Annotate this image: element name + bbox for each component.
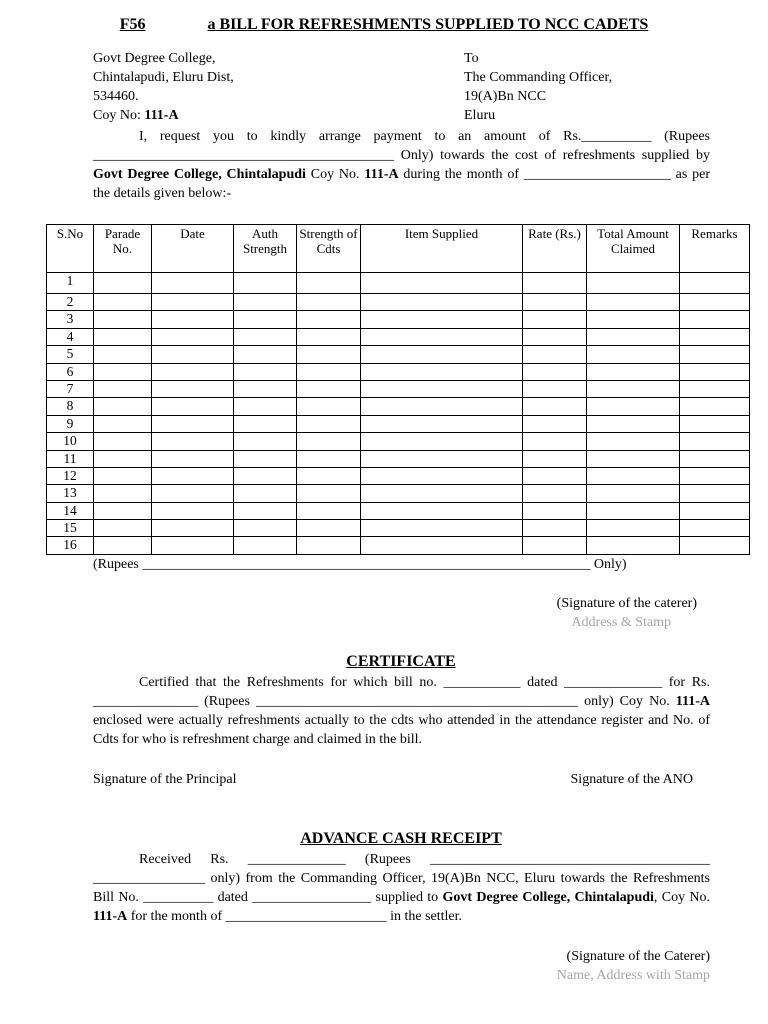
- rupees-suffix: Only): [590, 557, 627, 572]
- row-serial-number: 5: [47, 346, 94, 363]
- table-cell: [523, 520, 587, 537]
- receipt-text-2: , Coy No.: [653, 890, 711, 905]
- request-college: Govt Degree College, Chintalapudi: [93, 167, 306, 182]
- table-cell: [297, 502, 361, 519]
- table-cell: [234, 467, 297, 484]
- table-cell: [523, 273, 587, 294]
- table-cell: [152, 520, 234, 537]
- caterer-address-stamp: Address & Stamp: [571, 615, 671, 630]
- receipt-name-address-stamp: Name, Address with Stamp: [556, 968, 710, 983]
- table-cell: [680, 450, 750, 467]
- table-cell: [297, 415, 361, 432]
- title-text: a BILL FOR REFRESHMENTS SUPPLIED TO NCC CADETS: [207, 16, 649, 33]
- table-cell: [94, 450, 152, 467]
- header-rate: Rate (Rs.): [523, 225, 587, 273]
- table-cell: [152, 398, 234, 415]
- table-cell: [361, 346, 523, 363]
- header-total-amount: Total Amount Claimed: [587, 225, 680, 273]
- table-cell: [152, 433, 234, 450]
- table-cell: [94, 273, 152, 294]
- table-cell: [361, 502, 523, 519]
- request-text-3: during the month of _____________________ as per the details given below:-: [93, 167, 710, 201]
- table-cell: [680, 433, 750, 450]
- table-cell: [587, 398, 680, 415]
- to-address: [464, 49, 724, 125]
- table-row: [47, 433, 750, 450]
- table-cell: [94, 311, 152, 328]
- ano-signature: Signature of the ANO: [570, 772, 693, 787]
- table-cell: [680, 520, 750, 537]
- table-cell: [94, 467, 152, 484]
- table-cell: [94, 328, 152, 345]
- receipt-college: Govt Degree College, Chintalapudi: [442, 890, 654, 905]
- table-header-row: [47, 225, 750, 273]
- to-line-1: To: [464, 51, 479, 66]
- table-cell: [234, 433, 297, 450]
- table-row: [47, 398, 750, 415]
- table-cell: [523, 433, 587, 450]
- header-auth-strength: Auth Strength: [234, 225, 297, 273]
- table-cell: [680, 398, 750, 415]
- table-cell: [361, 311, 523, 328]
- from-line-2: Chintalapudi, Eluru Dist,: [93, 70, 234, 85]
- table-cell: [94, 502, 152, 519]
- row-serial-number: 9: [47, 415, 94, 432]
- header-date: Date: [152, 225, 234, 273]
- table-row: [47, 467, 750, 484]
- table-cell: [361, 485, 523, 502]
- table-cell: [94, 485, 152, 502]
- caterer-signature: (Signature of the caterer): [556, 596, 697, 611]
- request-text-2: Coy No.: [305, 167, 365, 182]
- table-cell: [234, 398, 297, 415]
- receipt-caterer-signature: (Signature of the Caterer): [566, 949, 710, 964]
- table-cell: [297, 346, 361, 363]
- table-cell: [361, 363, 523, 380]
- table-cell: [234, 415, 297, 432]
- certificate-paragraph: [93, 673, 710, 749]
- table-cell: [152, 537, 234, 554]
- row-serial-number: 8: [47, 398, 94, 415]
- table-cell: [523, 363, 587, 380]
- request-paragraph: [93, 127, 710, 203]
- form-code: F56: [119, 16, 146, 33]
- table-row: [47, 485, 750, 502]
- row-serial-number: 3: [47, 311, 94, 328]
- table-cell: [587, 380, 680, 397]
- from-line-3: 534460.: [93, 89, 139, 104]
- table-cell: [361, 537, 523, 554]
- table-cell: [361, 328, 523, 345]
- table-cell: [152, 311, 234, 328]
- header-parade-no: Parade No.: [94, 225, 152, 273]
- row-serial-number: 16: [47, 537, 94, 554]
- coy-value: 111-A: [144, 108, 179, 123]
- table-row: [47, 363, 750, 380]
- rupees-label: (Rupees: [93, 557, 143, 572]
- table-cell: [94, 380, 152, 397]
- row-serial-number: 1: [47, 273, 94, 294]
- to-line-4: Eluru: [464, 108, 496, 123]
- table-cell: [680, 415, 750, 432]
- row-serial-number: 15: [47, 520, 94, 537]
- row-serial-number: 7: [47, 380, 94, 397]
- table-cell: [152, 328, 234, 345]
- table-cell: [523, 398, 587, 415]
- table-cell: [361, 520, 523, 537]
- table-cell: [587, 328, 680, 345]
- table-cell: [587, 346, 680, 363]
- row-serial-number: 4: [47, 328, 94, 345]
- row-serial-number: 14: [47, 502, 94, 519]
- table-cell: [680, 273, 750, 294]
- request-coy: 111-A: [364, 167, 399, 182]
- certificate-coy: 111-A: [675, 694, 710, 709]
- table-cell: [523, 450, 587, 467]
- certificate-text-1: Certified that the Refreshments for which bill no. ___________ dated ______________ for Rs. _______________ (Rupees ______________________________________________ only) Coy No.: [93, 675, 710, 709]
- table-cell: [234, 328, 297, 345]
- table-cell: [587, 311, 680, 328]
- table-cell: [297, 311, 361, 328]
- request-text-1: I, request you to kindly arrange payment to an amount of Rs.__________ (Rupees ___________________________________________ Only) towards the cost of refreshments supplied by: [93, 129, 710, 163]
- table-cell: [94, 415, 152, 432]
- header-strength-of-cdts: Strength of Cdts: [297, 225, 361, 273]
- table-cell: [152, 294, 234, 311]
- table-cell: [361, 467, 523, 484]
- table-cell: [680, 380, 750, 397]
- row-serial-number: 13: [47, 485, 94, 502]
- certificate-text-2: enclosed were actually refreshments actually to the cdts who attended in the attendance register and No. of Cdts for who is refreshment charge and claimed in the bill.: [93, 713, 710, 747]
- table-cell: [94, 398, 152, 415]
- table-cell: [234, 502, 297, 519]
- receipt-heading: ADVANCE CASH RECEIPT: [300, 830, 502, 847]
- to-line-2: The Commanding Officer,: [464, 70, 613, 85]
- table-cell: [587, 537, 680, 554]
- table-row: [47, 273, 750, 294]
- header-sno: S.No: [47, 225, 94, 273]
- table-row: [47, 502, 750, 519]
- table-cell: [680, 346, 750, 363]
- principal-signature: Signature of the Principal: [93, 772, 237, 787]
- table-cell: [587, 294, 680, 311]
- table-cell: [361, 415, 523, 432]
- table-cell: [680, 485, 750, 502]
- table-cell: [297, 328, 361, 345]
- table-cell: [680, 537, 750, 554]
- table-cell: [297, 363, 361, 380]
- table-cell: [361, 294, 523, 311]
- table-cell: [234, 485, 297, 502]
- table-cell: [523, 467, 587, 484]
- table-cell: [234, 346, 297, 363]
- table-cell: [587, 467, 680, 484]
- row-serial-number: 12: [47, 467, 94, 484]
- table-cell: [234, 537, 297, 554]
- refreshment-bill-table: [46, 224, 750, 555]
- rupees-blank: ________________________________________________________________: [142, 557, 591, 572]
- table-cell: [297, 294, 361, 311]
- table-cell: [523, 502, 587, 519]
- table-row: [47, 328, 750, 345]
- coy-label: Coy No:: [93, 108, 145, 123]
- table-cell: [152, 363, 234, 380]
- table-cell: [152, 502, 234, 519]
- table-cell: [152, 467, 234, 484]
- from-line-1: Govt Degree College,: [93, 51, 216, 66]
- table-cell: [680, 363, 750, 380]
- row-serial-number: 11: [47, 450, 94, 467]
- receipt-text-3: for the month of _______________________ in the settler.: [127, 909, 463, 924]
- table-cell: [361, 450, 523, 467]
- table-row: [47, 380, 750, 397]
- table-row: [47, 294, 750, 311]
- table-cell: [297, 520, 361, 537]
- table-cell: [680, 294, 750, 311]
- table-row: [47, 346, 750, 363]
- table-cell: [152, 450, 234, 467]
- table-cell: [234, 450, 297, 467]
- table-cell: [587, 520, 680, 537]
- table-cell: [297, 380, 361, 397]
- row-serial-number: 2: [47, 294, 94, 311]
- row-serial-number: 10: [47, 433, 94, 450]
- table-cell: [680, 328, 750, 345]
- row-serial-number: 6: [47, 363, 94, 380]
- table-cell: [94, 346, 152, 363]
- table-cell: [297, 273, 361, 294]
- table-cell: [234, 363, 297, 380]
- table-cell: [297, 485, 361, 502]
- from-address: [93, 49, 353, 125]
- table-cell: [361, 380, 523, 397]
- table-cell: [94, 520, 152, 537]
- table-cell: [587, 450, 680, 467]
- table-cell: [361, 398, 523, 415]
- table-cell: [361, 433, 523, 450]
- table-row: [47, 537, 750, 554]
- table-cell: [587, 485, 680, 502]
- table-cell: [523, 311, 587, 328]
- certificate-heading: CERTIFICATE: [346, 653, 456, 670]
- table-cell: [587, 273, 680, 294]
- table-cell: [94, 537, 152, 554]
- table-cell: [523, 485, 587, 502]
- table-cell: [523, 294, 587, 311]
- table-row: [47, 450, 750, 467]
- table-row: [47, 311, 750, 328]
- table-cell: [523, 346, 587, 363]
- from-coy: [93, 106, 353, 125]
- table-cell: [680, 467, 750, 484]
- table-cell: [234, 311, 297, 328]
- table-cell: [297, 450, 361, 467]
- table-cell: [234, 520, 297, 537]
- table-cell: [94, 363, 152, 380]
- table-body: [47, 273, 750, 555]
- table-cell: [152, 346, 234, 363]
- table-cell: [587, 433, 680, 450]
- header-remarks: Remarks: [680, 225, 750, 273]
- table-cell: [587, 502, 680, 519]
- table-cell: [94, 294, 152, 311]
- rupees-line: [93, 555, 710, 574]
- table-row: [47, 415, 750, 432]
- table-cell: [523, 537, 587, 554]
- table-cell: [523, 415, 587, 432]
- table-cell: [152, 380, 234, 397]
- table-cell: [152, 273, 234, 294]
- table-cell: [361, 273, 523, 294]
- table-row: [47, 520, 750, 537]
- table-cell: [680, 311, 750, 328]
- header-item-supplied: Item Supplied: [361, 225, 523, 273]
- table-cell: [297, 433, 361, 450]
- table-cell: [680, 502, 750, 519]
- table-cell: [234, 380, 297, 397]
- receipt-paragraph: [93, 850, 710, 926]
- table-cell: [523, 328, 587, 345]
- table-cell: [152, 485, 234, 502]
- table-cell: [297, 398, 361, 415]
- table-cell: [523, 380, 587, 397]
- table-cell: [94, 433, 152, 450]
- page-title: [0, 15, 768, 34]
- table-cell: [297, 537, 361, 554]
- receipt-coy: 111-A: [93, 909, 128, 924]
- receipt-text-1: Received Rs. ______________ (Rupees ________________________________________ ________________ only) from the Commanding Officer, 19(A)Bn NCC, Eluru towards the Refreshments Bill No. __________ dated _________________ supplied to: [93, 852, 710, 905]
- table-cell: [234, 273, 297, 294]
- table-cell: [587, 415, 680, 432]
- table-cell: [587, 363, 680, 380]
- table-cell: [152, 415, 234, 432]
- table-cell: [297, 467, 361, 484]
- table-cell: [234, 294, 297, 311]
- to-line-3: 19(A)Bn NCC: [464, 89, 547, 104]
